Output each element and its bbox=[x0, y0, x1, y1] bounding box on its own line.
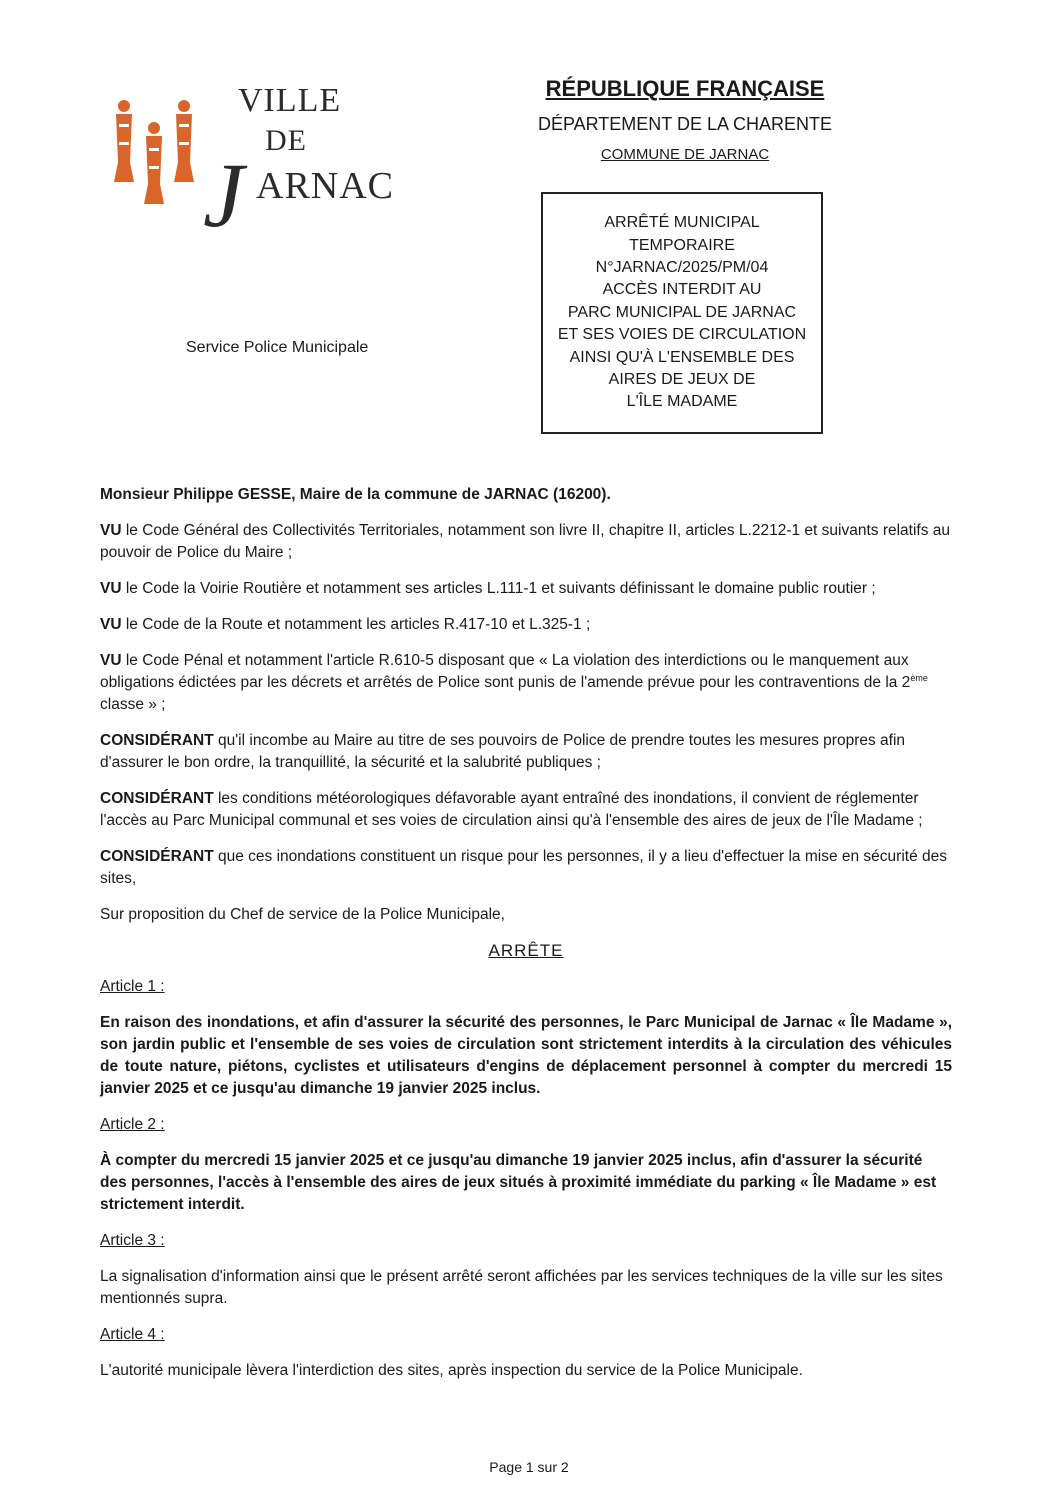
vu-paragraph bbox=[100, 578, 952, 600]
department-heading: DÉPARTEMENT DE LA CHARENTE bbox=[537, 114, 833, 134]
vu-text: le Code Pénal et notamment l'article R.610-5 disposant que « La violation des interdictions ou le manquement aux obligations édictées par les décrets et arrêtés de Police sont punis de l'amende prévue pour les contraventions de la 2 bbox=[100, 652, 911, 691]
decree-title-line: ACCÈS INTERDIT AU bbox=[602, 281, 762, 299]
article-text: L'autorité municipale lèvera l'interdiction des sites, après inspection du service de la Police Municipale. bbox=[100, 1362, 803, 1379]
article-number: Article 2 bbox=[100, 1116, 156, 1133]
considerant-text: qu'il incombe au Maire au titre de ses pouvoirs de Police de prendre toutes les mesures propres afin d'assurer le bon ordre, la tranquillité, la sécurité et la salubrité publiques ; bbox=[100, 732, 906, 771]
decree-title-line: ET SES VOIES DE CIRCULATION bbox=[557, 326, 807, 344]
article-heading bbox=[100, 1230, 952, 1252]
vu-paragraph bbox=[100, 520, 952, 564]
arrete-heading: ARRÊTE bbox=[488, 941, 564, 960]
logo-initial-j: J bbox=[203, 144, 244, 246]
article-separator: : bbox=[156, 1326, 165, 1343]
vu-text: le Code la Voirie Routière et notamment ses articles L.111-1 et suivants définissant le domaine public routier ; bbox=[121, 580, 876, 597]
republic-heading: RÉPUBLIQUE FRANÇAISE bbox=[545, 76, 825, 101]
commune-heading: COMMUNE DE JARNAC bbox=[600, 146, 770, 163]
article-heading bbox=[100, 1324, 952, 1346]
proposition-paragraph: Sur proposition du Chef de service de la Police Municipale, bbox=[100, 906, 505, 923]
vu-text: le Code Général des Collectivités Territoriales, notamment son livre II, chapitre II, articles L.2212-1 et suivants relatifs au pouvoir de Police du Maire ; bbox=[100, 522, 951, 561]
considerant-text: les conditions météorologiques défavorable ayant entraîné des inondations, il convient de réglementer l'accès au Parc Municipal communal et ses voies de circulation ainsi qu'à l'ensemble des aires de jeux de l'Île Madame ; bbox=[100, 790, 923, 829]
decree-title-line: AIRES DE JEUX DE bbox=[608, 371, 756, 389]
jarnac-emblem-icon bbox=[108, 92, 203, 210]
decree-title-line: TEMPORAIRE bbox=[629, 236, 735, 254]
vu-keyword: VU bbox=[100, 580, 122, 597]
decree-title-line: N°JARNAC/2025/PM/04 bbox=[595, 258, 769, 276]
vu-paragraph bbox=[100, 614, 952, 636]
article-number: Article 3 bbox=[100, 1232, 156, 1249]
article-separator: : bbox=[156, 978, 165, 995]
decree-body bbox=[100, 484, 952, 1396]
decree-title-line: AINSI QU'À L'ENSEMBLE DES bbox=[569, 348, 795, 366]
logo-text-jarnac: ARNAC bbox=[256, 165, 395, 207]
decree-title-line: PARC MUNICIPAL DE JARNAC bbox=[567, 303, 797, 321]
decree-title-line: ARRÊTÉ MUNICIPAL bbox=[604, 214, 760, 232]
vu-keyword: VU bbox=[100, 652, 122, 669]
article-heading bbox=[100, 976, 952, 998]
vu-text: classe » ; bbox=[100, 696, 166, 713]
decree-title-line: L'ÎLE MADAME bbox=[626, 393, 738, 411]
page-number: Page 1 sur 2 bbox=[489, 1459, 569, 1475]
vu-text: le Code de la Route et notamment les articles R.417-10 et L.325-1 ; bbox=[121, 616, 591, 633]
article-separator: : bbox=[156, 1232, 165, 1249]
decree-title-box bbox=[541, 192, 823, 434]
logo-text-ville: VILLE bbox=[238, 82, 342, 119]
article-text: La signalisation d'information ainsi que le présent arrêté seront affichées par les services techniques de la ville sur les sites mentionnés supra. bbox=[100, 1268, 943, 1307]
considerant-paragraph bbox=[100, 730, 952, 774]
logo-text-de: DE bbox=[265, 124, 307, 157]
considerant-keyword: CONSIDÉRANT bbox=[100, 790, 214, 807]
mayor-statement: Monsieur Philippe GESSE, Maire de la commune de JARNAC (16200). bbox=[100, 486, 611, 503]
superscript: ème bbox=[910, 672, 928, 683]
considerant-keyword: CONSIDÉRANT bbox=[100, 848, 214, 865]
city-logo bbox=[108, 82, 395, 246]
vu-keyword: VU bbox=[100, 522, 122, 539]
service-label: Service Police Municipale bbox=[186, 339, 369, 356]
considerant-paragraph bbox=[100, 846, 952, 890]
vu-penal-paragraph bbox=[100, 650, 952, 716]
article-heading bbox=[100, 1114, 952, 1136]
considerant-paragraph bbox=[100, 788, 952, 832]
considerant-text: que ces inondations constituent un risque pour les personnes, il y a lieu d'effectuer la mise en sécurité des sites, bbox=[100, 848, 948, 887]
article-text: En raison des inondations, et afin d'assurer la sécurité des personnes, le Parc Municipal de Jarnac « Île Madame », son jardin public et l'ensemble de ses voies de circulation sont strictement interdits à la circulation des véhicules de toute nature, piétons, cyclistes et utilisateurs d'engins de déplacement personnel à compter du mercredi 15 janvier 2025 et ce jusqu'au dimanche 19 janvier 2025 inclus. bbox=[100, 1014, 952, 1097]
article-number: Article 1 bbox=[100, 978, 156, 995]
article-text: À compter du mercredi 15 janvier 2025 et ce jusqu'au dimanche 19 janvier 2025 inclus, afin d'assurer la sécurité des personnes, l'accès à l'ensemble des aires de jeux situés à proximité immédiate du parking « Île Madame » est strictement interdit. bbox=[100, 1152, 937, 1213]
vu-keyword: VU bbox=[100, 616, 122, 633]
article-separator: : bbox=[156, 1116, 165, 1133]
considerant-keyword: CONSIDÉRANT bbox=[100, 732, 214, 749]
article-number: Article 4 bbox=[100, 1326, 156, 1343]
